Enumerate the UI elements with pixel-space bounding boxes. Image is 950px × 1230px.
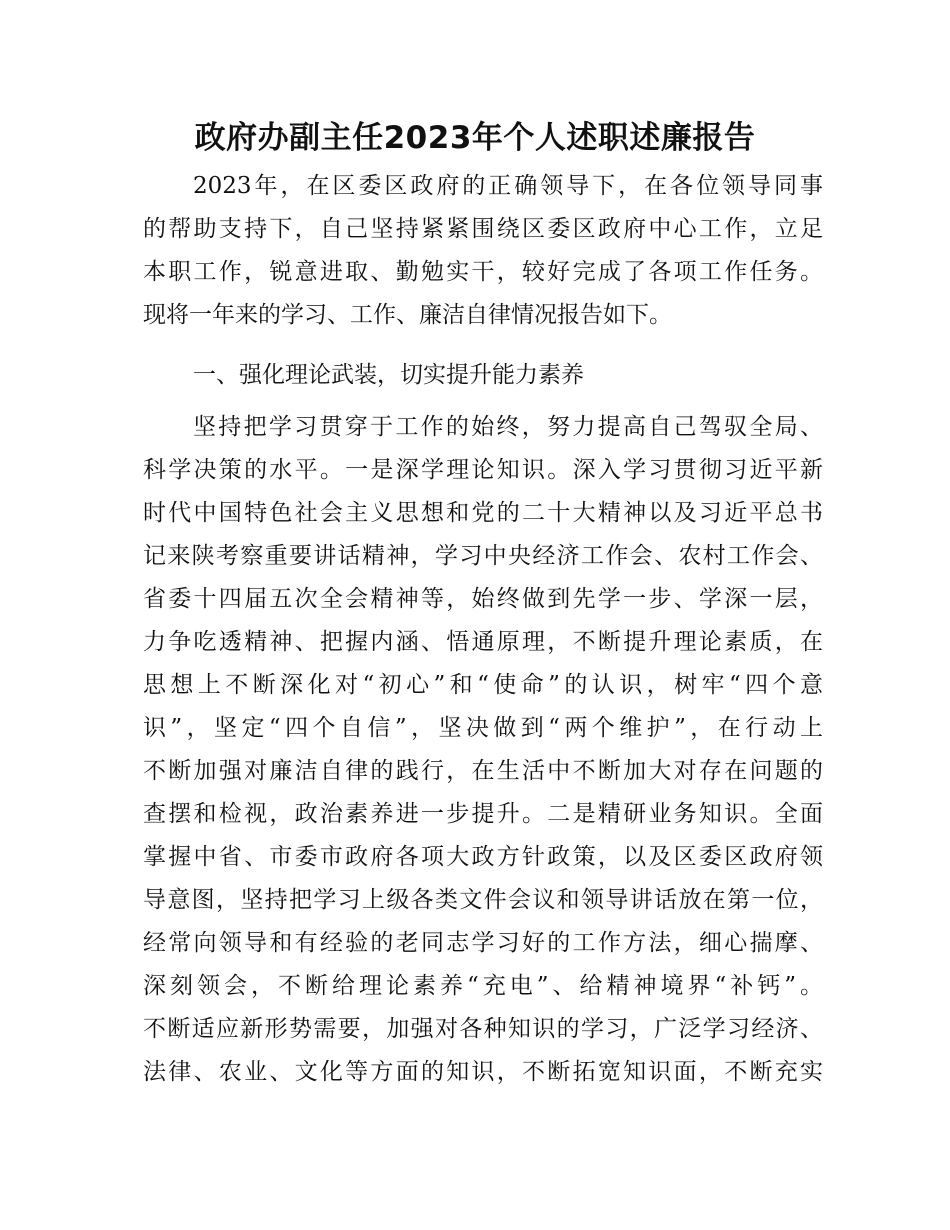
document-title: 政府办副主任2023年个人述职述廉报告 xyxy=(194,120,756,156)
text-line: 2023年，在区委区政府的正确领导下，在各位领导同事 xyxy=(193,173,823,199)
section-heading xyxy=(143,354,823,397)
text-line: 现将一年来的学习、工作、廉洁自律情况报告如下。 xyxy=(143,302,672,328)
heading-text: 一、强化理论武装，切实提升能力素养 xyxy=(193,362,584,388)
text-line: 不断加强对廉洁自律的践行，在生活中不断加大对存在问题的 xyxy=(143,758,823,784)
text-line: 经常向领导和有经验的老同志学习好的工作方法，细心揣摩、 xyxy=(143,930,823,956)
text-line: 时代中国特色社会主义思想和党的二十大精神以及习近平总书 xyxy=(143,500,823,526)
text-line: 力争吃透精神、把握内涵、悟通原理，不断提升理论素质，在 xyxy=(143,629,823,655)
text-line: 深刻领会，不断给理论素养“充电”、给精神境界“补钙”。 xyxy=(143,973,823,999)
text-line: 本职工作，锐意进取、勤勉实干，较好完成了各项工作任务。 xyxy=(143,259,823,285)
text-line: 法律、农业、文化等方面的知识，不断拓宽知识面，不断充实 xyxy=(143,1059,823,1085)
text-line: 识”，坚定“四个自信”，坚决做到“两个维护”，在行动上 xyxy=(143,715,823,741)
text-line: 导意图，坚持把学习上级各类文件会议和领导讲话放在第一位， xyxy=(143,887,823,913)
text-line: 掌握中省、市委市政府各项大政方针政策，以及区委区政府领 xyxy=(143,844,823,870)
text-line: 坚持把学习贯穿于工作的始终，努力提高自己驾驭全局、 xyxy=(193,414,823,440)
text-line: 思想上不断深化对“初心”和“使命”的认识，树牢“四个意 xyxy=(143,672,823,698)
text-line: 记来陕考察重要讲话精神，学习中央经济工作会、农村工作会、 xyxy=(143,543,823,569)
text-line: 查摆和检视，政治素养进一步提升。二是精研业务知识。全面 xyxy=(143,801,823,827)
text-line: 不断适应新形势需要，加强对各种知识的学习，广泛学习经济、 xyxy=(143,1016,823,1042)
paragraph-study xyxy=(143,406,823,1094)
text-line: 省委十四届五次全会精神等，始终做到先学一步、学深一层， xyxy=(143,586,823,612)
text-line: 科学决策的水平。一是深学理论知识。深入学习贯彻习近平新 xyxy=(143,457,823,483)
text-line: 的帮助支持下，自己坚持紧紧围绕区委区政府中心工作，立足 xyxy=(143,216,823,242)
paragraph-intro xyxy=(143,165,823,337)
